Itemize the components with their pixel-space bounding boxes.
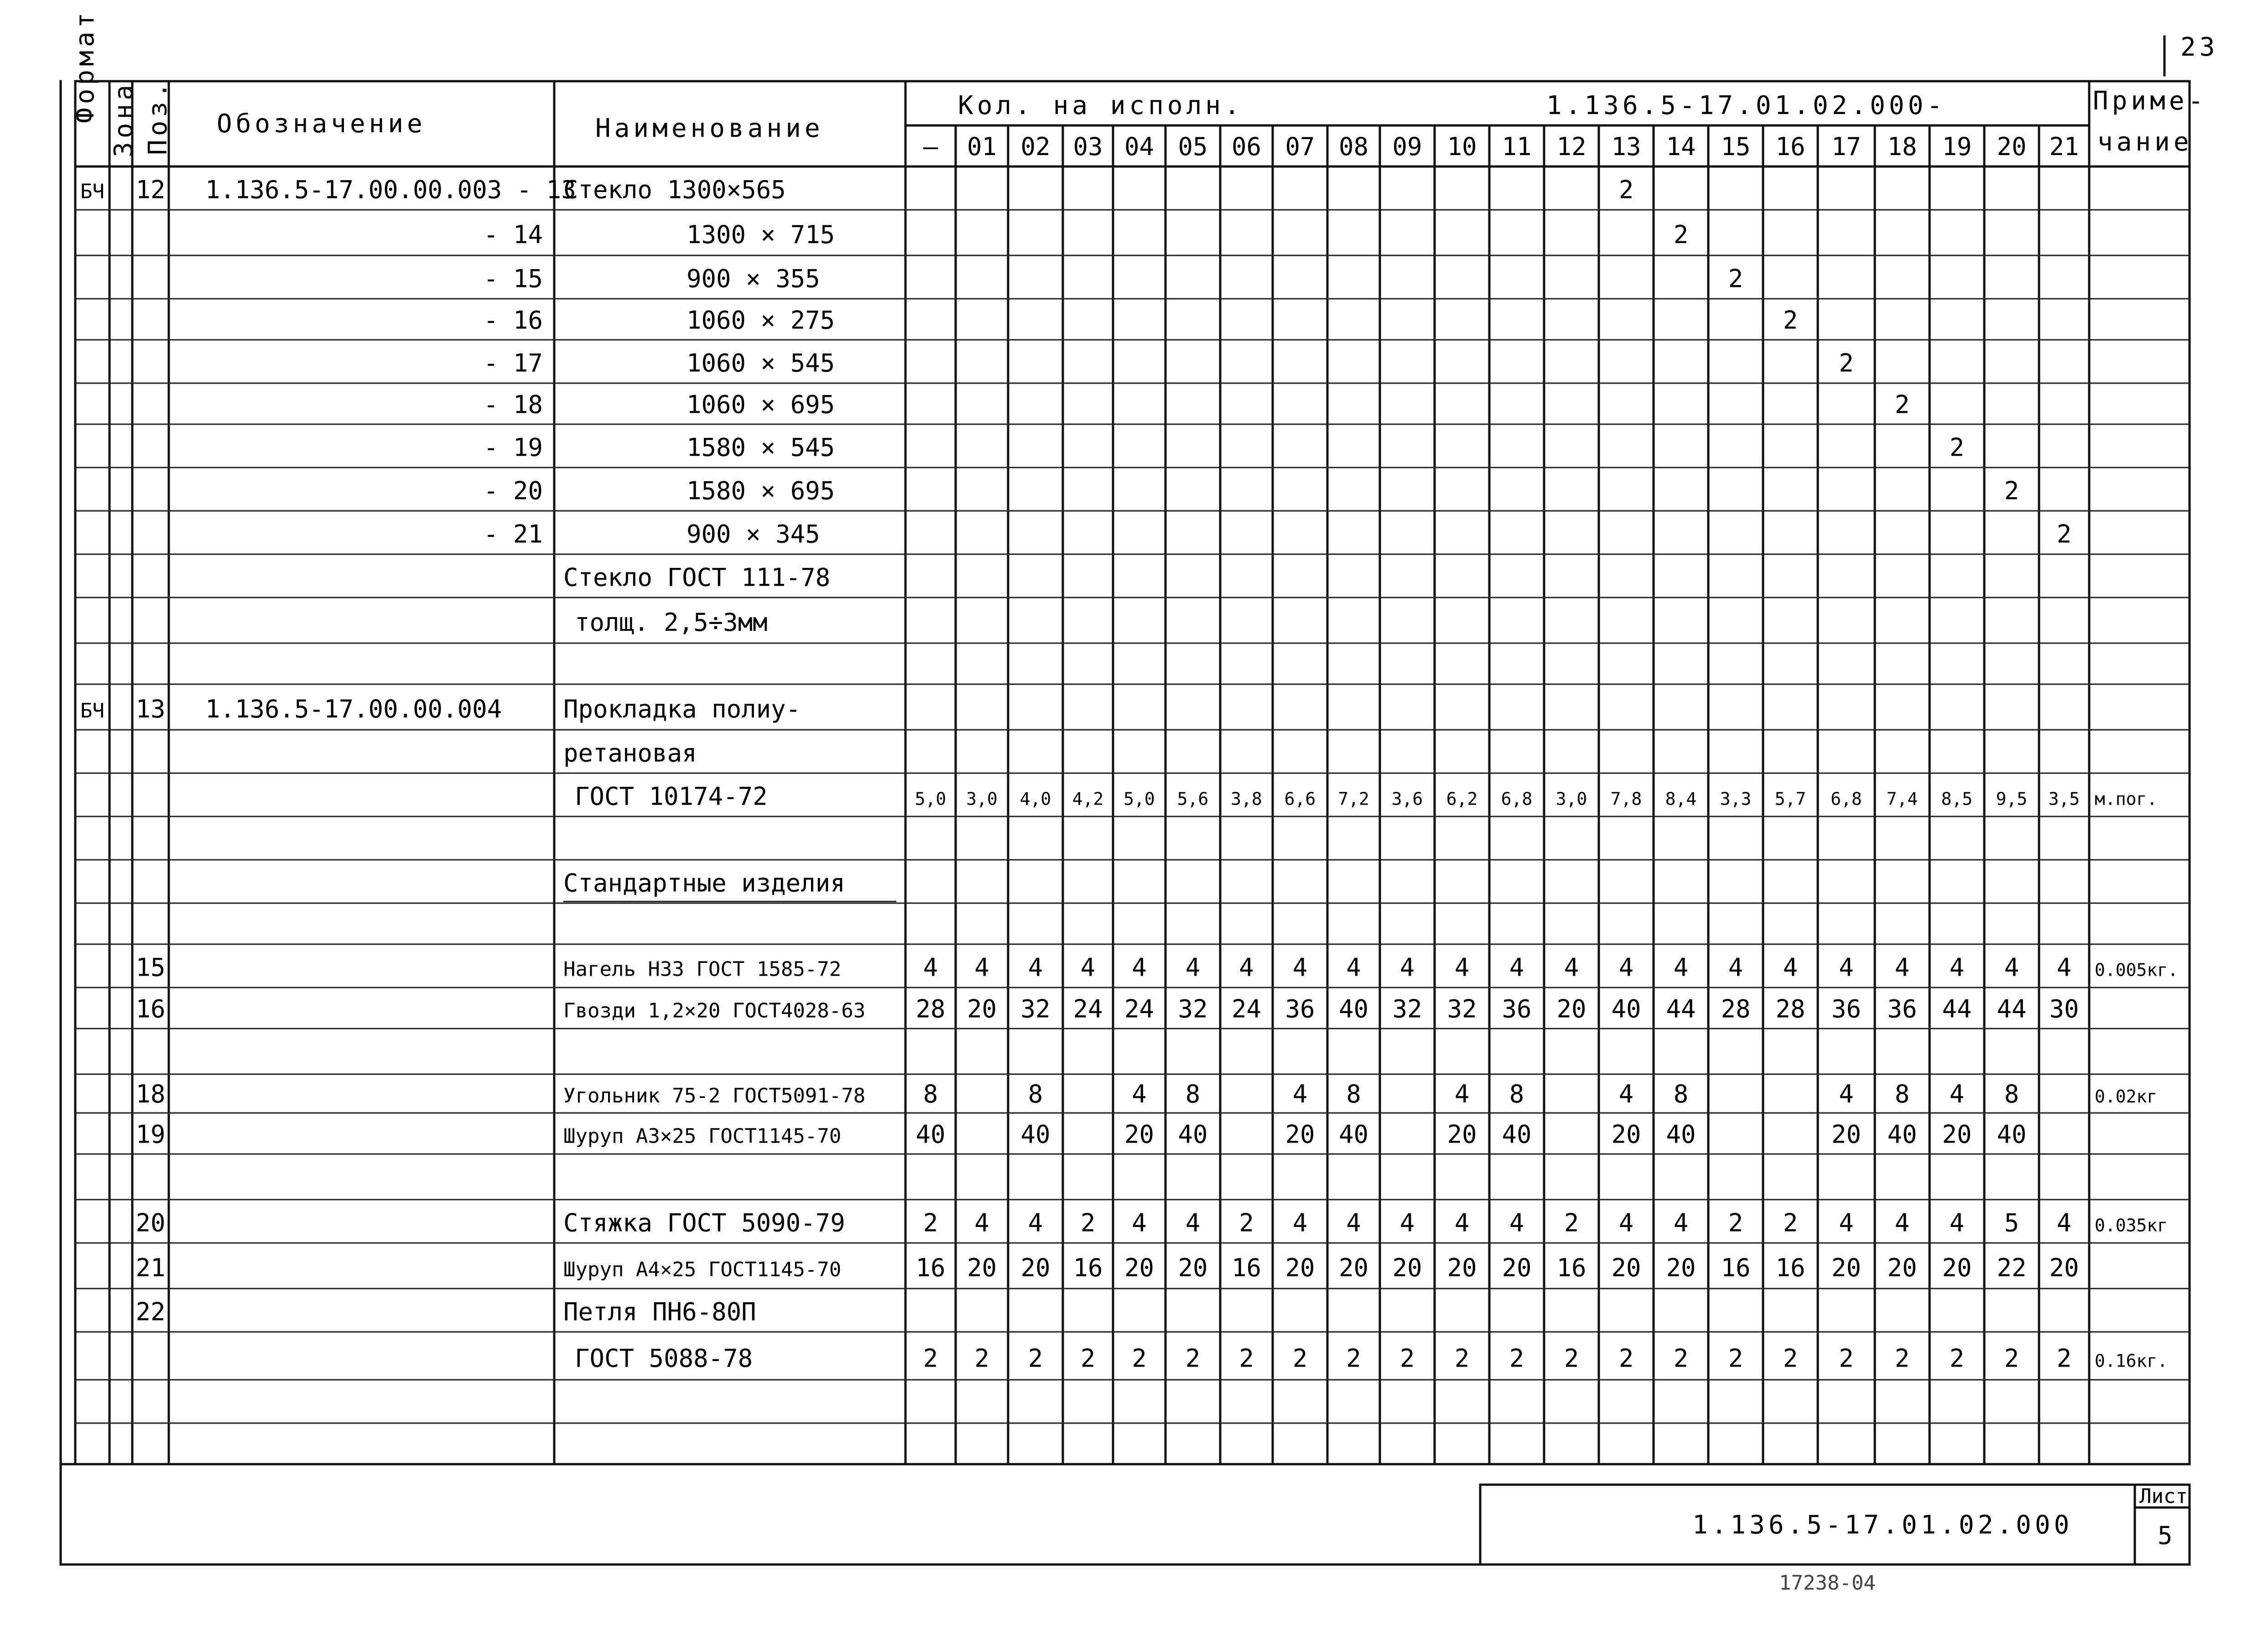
quantity-cell: 4,0 bbox=[1020, 789, 1051, 809]
row-note: 0.16кг. bbox=[2095, 1351, 2168, 1371]
quantity-cell: 6,6 bbox=[1284, 789, 1316, 809]
header-note-bottom: чание bbox=[2097, 127, 2193, 157]
quantity-cell: 2 bbox=[2004, 1344, 2019, 1373]
quantity-cell: 9,5 bbox=[1996, 789, 2028, 809]
quantity-cell: 4 bbox=[1894, 1208, 1910, 1237]
quantity-cell: 40 bbox=[916, 1120, 946, 1149]
quantity-cell: 4 bbox=[1509, 1208, 1524, 1237]
table-row bbox=[484, 476, 2019, 505]
row-name: Стяжка ГОСТ 5090-79 bbox=[563, 1208, 845, 1237]
quantity-cell: 8 bbox=[1673, 1080, 1689, 1109]
quantity-cell: 3,3 bbox=[1720, 789, 1752, 809]
quantity-cell: 4 bbox=[1292, 953, 1308, 982]
quantity-cell: 4 bbox=[1239, 953, 1254, 982]
table-row bbox=[135, 953, 2178, 982]
variant-column-header: 02 bbox=[1020, 132, 1051, 161]
variant-column-header: 13 bbox=[1611, 132, 1641, 161]
quantity-cell: 4 bbox=[1454, 1208, 1470, 1237]
table-row bbox=[484, 348, 1854, 377]
row-name: Шуруп А3×25 ГОСТ1145-70 bbox=[563, 1124, 842, 1148]
quantity-cell: 36 bbox=[1887, 994, 1917, 1024]
row-name: Стекло ГОСТ 111-78 bbox=[563, 563, 831, 592]
quantity-cell: 20 bbox=[1285, 1253, 1315, 1282]
quantity-cell: 4 bbox=[1292, 1208, 1308, 1237]
row-format: БЧ bbox=[80, 180, 104, 203]
quantity-cell: 2 bbox=[2056, 520, 2072, 549]
table-row bbox=[135, 1080, 2157, 1108]
quantity-cell: 3,6 bbox=[1391, 789, 1423, 809]
quantity-cell: 4 bbox=[1839, 1080, 1854, 1109]
quantity-cell: 5,0 bbox=[915, 789, 947, 809]
row-name: толщ. 2,5÷3мм bbox=[575, 608, 768, 637]
quantity-cell: 4 bbox=[1292, 1080, 1308, 1109]
header-series: 1.136.5-17.01.02.000- bbox=[1546, 91, 1946, 120]
row-name: 900 × 355 bbox=[687, 264, 820, 293]
row-designation: - 16 bbox=[483, 306, 543, 335]
quantity-cell: 2 bbox=[1132, 1344, 1147, 1373]
quantity-cell: 40 bbox=[1611, 994, 1641, 1024]
quantity-cell: 20 bbox=[967, 994, 997, 1024]
quantity-cell: 28 bbox=[1775, 994, 1805, 1024]
quantity-cell: 2 bbox=[1949, 1344, 1965, 1373]
quantity-cell: 4,2 bbox=[1072, 789, 1104, 809]
quantity-cell: 32 bbox=[1392, 994, 1422, 1024]
quantity-cell: 7,4 bbox=[1886, 789, 1918, 809]
quantity-cell: 4 bbox=[974, 1208, 989, 1237]
row-name: Угольник 75-2 ГОСТ5091-78 bbox=[563, 1084, 866, 1108]
quantity-cell: 2 bbox=[1894, 390, 1910, 419]
quantity-cell: 5,7 bbox=[1774, 789, 1806, 809]
variant-column-header: 12 bbox=[1556, 132, 1587, 161]
header-pos: Поз. bbox=[143, 79, 173, 155]
quantity-cell: 20 bbox=[1178, 1253, 1208, 1282]
quantity-cell: 4 bbox=[1618, 953, 1634, 982]
quantity-cell: 8 bbox=[1509, 1080, 1524, 1109]
sheet-label: Лист bbox=[2139, 1485, 2188, 1508]
quantity-cell: 24 bbox=[1231, 994, 1262, 1024]
quantity-cell: 8 bbox=[2004, 1080, 2019, 1109]
quantity-cell: 6,8 bbox=[1501, 789, 1533, 809]
table-row bbox=[563, 738, 697, 767]
table-row bbox=[80, 175, 1633, 204]
row-name: 1580 × 695 bbox=[687, 476, 835, 505]
quantity-cell: 20 bbox=[1392, 1253, 1422, 1282]
quantity-cell: 16 bbox=[1775, 1253, 1805, 1282]
quantity-cell: 2 bbox=[1673, 1344, 1689, 1373]
quantity-cell: 4 bbox=[1028, 1208, 1043, 1237]
quantity-cell: 2 bbox=[1564, 1208, 1579, 1237]
variant-column-header: 19 bbox=[1942, 132, 1972, 161]
quantity-cell: 4 bbox=[974, 953, 989, 982]
quantity-cell: 2 bbox=[1618, 1344, 1634, 1373]
quantity-cell: 28 bbox=[916, 994, 946, 1024]
variant-column-header: 20 bbox=[1997, 132, 2027, 161]
sheet-number: 5 bbox=[2158, 1521, 2173, 1550]
quantity-cell: 20 bbox=[1611, 1120, 1641, 1149]
table-row bbox=[484, 520, 2071, 548]
quantity-cell: 8,4 bbox=[1665, 789, 1697, 809]
table-row bbox=[575, 782, 2157, 811]
variant-column-header: 08 bbox=[1338, 132, 1369, 161]
row-designation: - 18 bbox=[483, 390, 543, 419]
quantity-cell: 2 bbox=[1564, 1344, 1579, 1373]
row-name: Шуруп А4×25 ГОСТ1145-70 bbox=[563, 1258, 842, 1281]
row-name: 1580 × 545 bbox=[687, 433, 835, 462]
quantity-cell: 4 bbox=[1185, 1208, 1201, 1237]
page-number: 23 bbox=[2180, 32, 2219, 62]
row-name: Стекло 1300×565 bbox=[563, 175, 786, 204]
row-format: БЧ bbox=[80, 699, 104, 723]
row-designation: - 20 bbox=[483, 476, 543, 505]
quantity-cell: 2 bbox=[1839, 348, 1854, 378]
variant-column-header: 04 bbox=[1124, 132, 1155, 161]
row-position: 12 bbox=[135, 175, 166, 204]
quantity-cell: 22 bbox=[1997, 1253, 2027, 1282]
quantity-cell: 4 bbox=[1080, 953, 1096, 982]
quantity-cell: 6,2 bbox=[1446, 789, 1478, 809]
quantity-cell: 20 bbox=[1666, 1253, 1696, 1282]
quantity-cell: 20 bbox=[1611, 1253, 1641, 1282]
quantity-cell: 8 bbox=[1346, 1080, 1361, 1109]
quantity-cell: 3,5 bbox=[2048, 789, 2080, 809]
quantity-cell: 20 bbox=[1447, 1253, 1477, 1282]
quantity-cell: 24 bbox=[1073, 994, 1103, 1024]
quantity-cell: 2 bbox=[1185, 1344, 1201, 1373]
quantity-cell: 2 bbox=[2004, 476, 2019, 505]
variant-column-header: 07 bbox=[1285, 132, 1315, 161]
quantity-cell: 2 bbox=[1783, 306, 1798, 335]
quantity-cell: 4 bbox=[1949, 953, 1965, 982]
variant-column-headers bbox=[923, 132, 2079, 161]
quantity-cell: 4 bbox=[1673, 953, 1689, 982]
quantity-cell: 30 bbox=[2049, 994, 2079, 1024]
variant-column-header: 06 bbox=[1231, 132, 1262, 161]
quantity-cell: 4 bbox=[1399, 1208, 1415, 1237]
quantity-cell: 20 bbox=[1124, 1253, 1155, 1282]
quantity-cell: 4 bbox=[1894, 953, 1910, 982]
quantity-cell: 8 bbox=[1185, 1080, 1201, 1109]
row-position: 13 bbox=[135, 695, 166, 723]
quantity-cell: 4 bbox=[1454, 1080, 1470, 1109]
quantity-cell: 36 bbox=[1285, 994, 1315, 1024]
row-designation: 1.136.5-17.00.00.003 - 13 bbox=[205, 175, 576, 204]
header-zone: Зона bbox=[109, 81, 139, 157]
table-row bbox=[135, 1120, 2026, 1149]
quantity-cell: 3,0 bbox=[1555, 789, 1587, 809]
quantity-cell: 20 bbox=[1447, 1120, 1477, 1149]
row-note: м.пог. bbox=[2095, 789, 2158, 809]
table-grid bbox=[61, 81, 2190, 1565]
quantity-cell: 16 bbox=[1556, 1253, 1587, 1282]
row-name: Нагель Н33 ГОСТ 1585-72 bbox=[563, 957, 842, 981]
quantity-cell: 8,5 bbox=[1941, 789, 1973, 809]
table-row bbox=[484, 220, 1688, 249]
row-position: 15 bbox=[135, 953, 166, 982]
quantity-cell: 8 bbox=[1028, 1080, 1043, 1109]
quantity-cell: 2 bbox=[1080, 1344, 1096, 1373]
quantity-cell: 20 bbox=[1502, 1253, 1532, 1282]
table-row bbox=[135, 1297, 756, 1326]
table-row bbox=[135, 1253, 2079, 1282]
quantity-cell: 3,0 bbox=[966, 789, 998, 809]
table-row bbox=[484, 390, 1909, 419]
row-position: 22 bbox=[135, 1297, 166, 1326]
quantity-cell: 32 bbox=[1020, 994, 1051, 1024]
header-name: Наименование bbox=[595, 114, 824, 143]
quantity-cell: 4 bbox=[1618, 1208, 1634, 1237]
table-row bbox=[135, 1208, 2168, 1237]
quantity-cell: 32 bbox=[1178, 994, 1208, 1024]
quantity-cell: 20 bbox=[1831, 1120, 1862, 1149]
quantity-cell: 2 bbox=[974, 1344, 989, 1373]
quantity-cell: 2 bbox=[1839, 1344, 1854, 1373]
row-name: 1060 × 275 bbox=[687, 306, 835, 335]
row-position: 16 bbox=[135, 994, 166, 1024]
quantity-cell: 24 bbox=[1124, 994, 1155, 1024]
row-name: Петля ПН6-80П bbox=[563, 1297, 756, 1326]
quantity-cell: 36 bbox=[1831, 994, 1862, 1024]
variant-column-header: 03 bbox=[1073, 132, 1103, 161]
quantity-cell: 2 bbox=[1728, 1208, 1743, 1237]
row-name: ГОСТ 10174-72 bbox=[575, 782, 768, 811]
quantity-cell: 16 bbox=[916, 1253, 946, 1282]
quantity-cell: 36 bbox=[1502, 994, 1532, 1024]
table-body bbox=[80, 175, 2178, 1372]
quantity-cell: 2 bbox=[923, 1208, 938, 1237]
row-name: 1060 × 545 bbox=[687, 348, 835, 378]
quantity-cell: 4 bbox=[1949, 1208, 1965, 1237]
quantity-cell: 4 bbox=[1028, 953, 1043, 982]
variant-column-header: 17 bbox=[1831, 132, 1862, 161]
row-note: 0.035кг bbox=[2095, 1215, 2168, 1236]
bottom-note: 17238-04 bbox=[1779, 1571, 1876, 1595]
quantity-cell: 20 bbox=[1556, 994, 1587, 1024]
row-note: 0.005кг. bbox=[2095, 960, 2179, 980]
header-note-top: Приме- bbox=[2093, 86, 2207, 116]
quantity-cell: 4 bbox=[2004, 953, 2019, 982]
quantity-cell: 2 bbox=[1783, 1208, 1798, 1237]
quantity-cell: 4 bbox=[1618, 1080, 1634, 1109]
row-name: 1300 × 715 bbox=[687, 220, 835, 249]
row-position: 18 bbox=[135, 1080, 166, 1109]
table-row bbox=[563, 868, 896, 901]
variant-column-header: 14 bbox=[1666, 132, 1696, 161]
quantity-cell: 4 bbox=[1839, 1208, 1854, 1237]
row-designation: - 14 bbox=[483, 220, 543, 249]
variant-column-header: 01 bbox=[967, 132, 997, 161]
quantity-cell: 4 bbox=[1783, 953, 1798, 982]
quantity-cell: 4 bbox=[1185, 953, 1201, 982]
quantity-cell: 4 bbox=[2056, 1208, 2072, 1237]
row-name: Прокладка полиу- bbox=[563, 695, 801, 723]
quantity-cell: 5 bbox=[2004, 1208, 2019, 1237]
quantity-cell: 20 bbox=[1338, 1253, 1369, 1282]
title-block bbox=[61, 1464, 2190, 1595]
quantity-cell: 20 bbox=[1887, 1253, 1917, 1282]
row-name: ретановая bbox=[563, 738, 697, 768]
quantity-cell: 4 bbox=[1564, 953, 1579, 982]
quantity-cell: 4 bbox=[1509, 953, 1524, 982]
quantity-cell: 2 bbox=[1399, 1344, 1415, 1373]
quantity-cell: 40 bbox=[1178, 1120, 1208, 1149]
quantity-cell: 2 bbox=[1346, 1344, 1361, 1373]
row-designation: 1.136.5-17.00.00.004 bbox=[205, 695, 502, 723]
quantity-cell: 40 bbox=[1502, 1120, 1532, 1149]
variant-column-header: — bbox=[923, 132, 938, 161]
quantity-cell: 2 bbox=[1239, 1344, 1254, 1373]
quantity-cell: 40 bbox=[1338, 1120, 1369, 1149]
row-designation: - 19 bbox=[483, 433, 543, 462]
quantity-cell: 2 bbox=[1080, 1208, 1096, 1237]
quantity-cell: 2 bbox=[1673, 220, 1689, 249]
quantity-cell: 4 bbox=[1346, 953, 1361, 982]
quantity-cell: 2 bbox=[1239, 1208, 1254, 1237]
quantity-cell: 20 bbox=[2049, 1253, 2079, 1282]
quantity-cell: 4 bbox=[1399, 953, 1415, 982]
row-name: Гвозди 1,2×20 ГОСТ4028-63 bbox=[563, 999, 866, 1023]
quantity-cell: 20 bbox=[967, 1253, 997, 1282]
table-row bbox=[484, 306, 1798, 335]
quantity-cell: 4 bbox=[1346, 1208, 1361, 1237]
quantity-cell: 40 bbox=[1338, 994, 1369, 1024]
quantity-cell: 2 bbox=[1028, 1344, 1043, 1373]
variant-column-header: 21 bbox=[2049, 132, 2079, 161]
quantity-cell: 44 bbox=[1997, 994, 2027, 1024]
variant-column-header: 16 bbox=[1775, 132, 1805, 161]
table-row bbox=[80, 695, 801, 723]
quantity-cell: 2 bbox=[1728, 1344, 1743, 1373]
variant-column-header: 10 bbox=[1447, 132, 1477, 161]
row-name: ГОСТ 5088-78 bbox=[575, 1344, 753, 1373]
table-row bbox=[575, 608, 768, 637]
quantity-cell: 16 bbox=[1721, 1253, 1751, 1282]
quantity-cell: 2 bbox=[1509, 1344, 1524, 1373]
quantity-cell: 20 bbox=[1020, 1253, 1051, 1282]
table-row bbox=[135, 995, 2079, 1024]
quantity-cell: 8 bbox=[923, 1080, 938, 1109]
quantity-cell: 16 bbox=[1231, 1253, 1262, 1282]
row-name: 1060 × 695 bbox=[687, 390, 835, 419]
quantity-cell: 7,2 bbox=[1338, 789, 1369, 809]
table-row bbox=[484, 433, 1964, 462]
quantity-cell: 8 bbox=[1894, 1080, 1910, 1109]
quantity-cell: 2 bbox=[1728, 264, 1743, 293]
row-note: 0.02кг bbox=[2095, 1086, 2158, 1107]
quantity-cell: 40 bbox=[1666, 1120, 1696, 1149]
table-row bbox=[563, 563, 830, 592]
quantity-cell: 3,8 bbox=[1231, 789, 1262, 809]
row-designation: - 21 bbox=[483, 520, 543, 549]
row-name: 900 × 345 bbox=[687, 520, 820, 549]
quantity-cell: 2 bbox=[1783, 1344, 1798, 1373]
row-designation: - 15 bbox=[483, 264, 543, 293]
quantity-cell: 4 bbox=[1839, 953, 1854, 982]
quantity-cell: 40 bbox=[1887, 1120, 1917, 1149]
quantity-cell: 20 bbox=[1831, 1253, 1862, 1282]
quantity-cell: 6,8 bbox=[1831, 789, 1862, 809]
variant-column-header: 05 bbox=[1178, 132, 1208, 161]
quantity-cell: 2 bbox=[923, 1344, 938, 1373]
quantity-cell: 4 bbox=[1728, 953, 1743, 982]
document-number: 1.136.5-17.01.02.000 bbox=[1692, 1510, 2073, 1540]
quantity-cell: 2 bbox=[1454, 1344, 1470, 1373]
quantity-cell: 20 bbox=[1285, 1120, 1315, 1149]
variant-column-header: 18 bbox=[1887, 132, 1917, 161]
quantity-cell: 2 bbox=[1894, 1344, 1910, 1373]
row-position: 21 bbox=[135, 1253, 166, 1282]
quantity-cell: 2 bbox=[1949, 433, 1965, 462]
quantity-cell: 32 bbox=[1447, 994, 1477, 1024]
quantity-cell: 20 bbox=[1942, 1120, 1972, 1149]
quantity-cell: 4 bbox=[2056, 953, 2072, 982]
variant-column-header: 09 bbox=[1392, 132, 1422, 161]
quantity-cell: 2 bbox=[1618, 175, 1634, 204]
quantity-cell: 4 bbox=[1132, 953, 1147, 982]
quantity-cell: 7,8 bbox=[1610, 789, 1642, 809]
quantity-cell: 28 bbox=[1721, 994, 1751, 1024]
header-designation: Обозначение bbox=[217, 109, 426, 139]
quantity-cell: 5,6 bbox=[1177, 789, 1209, 809]
quantity-cell: 2 bbox=[2056, 1344, 2072, 1373]
quantity-cell: 4 bbox=[1132, 1080, 1147, 1109]
row-position: 19 bbox=[135, 1120, 166, 1149]
header-quantity: Кол. на исполн. bbox=[958, 91, 1243, 120]
header-format: Формат bbox=[70, 9, 100, 123]
quantity-cell: 20 bbox=[1124, 1120, 1155, 1149]
row-position: 20 bbox=[135, 1208, 166, 1237]
quantity-cell: 40 bbox=[1997, 1120, 2027, 1149]
quantity-cell: 20 bbox=[1942, 1253, 1972, 1282]
quantity-cell: 16 bbox=[1073, 1253, 1103, 1282]
row-name: Стандартные изделия bbox=[563, 868, 845, 898]
quantity-cell: 4 bbox=[1949, 1080, 1965, 1109]
quantity-cell: 44 bbox=[1666, 994, 1696, 1024]
quantity-cell: 4 bbox=[1454, 953, 1470, 982]
quantity-cell: 4 bbox=[923, 953, 938, 982]
quantity-cell: 4 bbox=[1132, 1208, 1147, 1237]
variant-column-header: 15 bbox=[1721, 132, 1751, 161]
quantity-cell: 40 bbox=[1020, 1120, 1051, 1149]
quantity-cell: 2 bbox=[1292, 1344, 1308, 1373]
quantity-cell: 5,0 bbox=[1124, 789, 1155, 809]
variant-column-header: 11 bbox=[1502, 132, 1532, 161]
quantity-cell: 44 bbox=[1942, 994, 1972, 1024]
row-designation: - 17 bbox=[483, 348, 543, 378]
quantity-cell: 4 bbox=[1673, 1208, 1689, 1237]
